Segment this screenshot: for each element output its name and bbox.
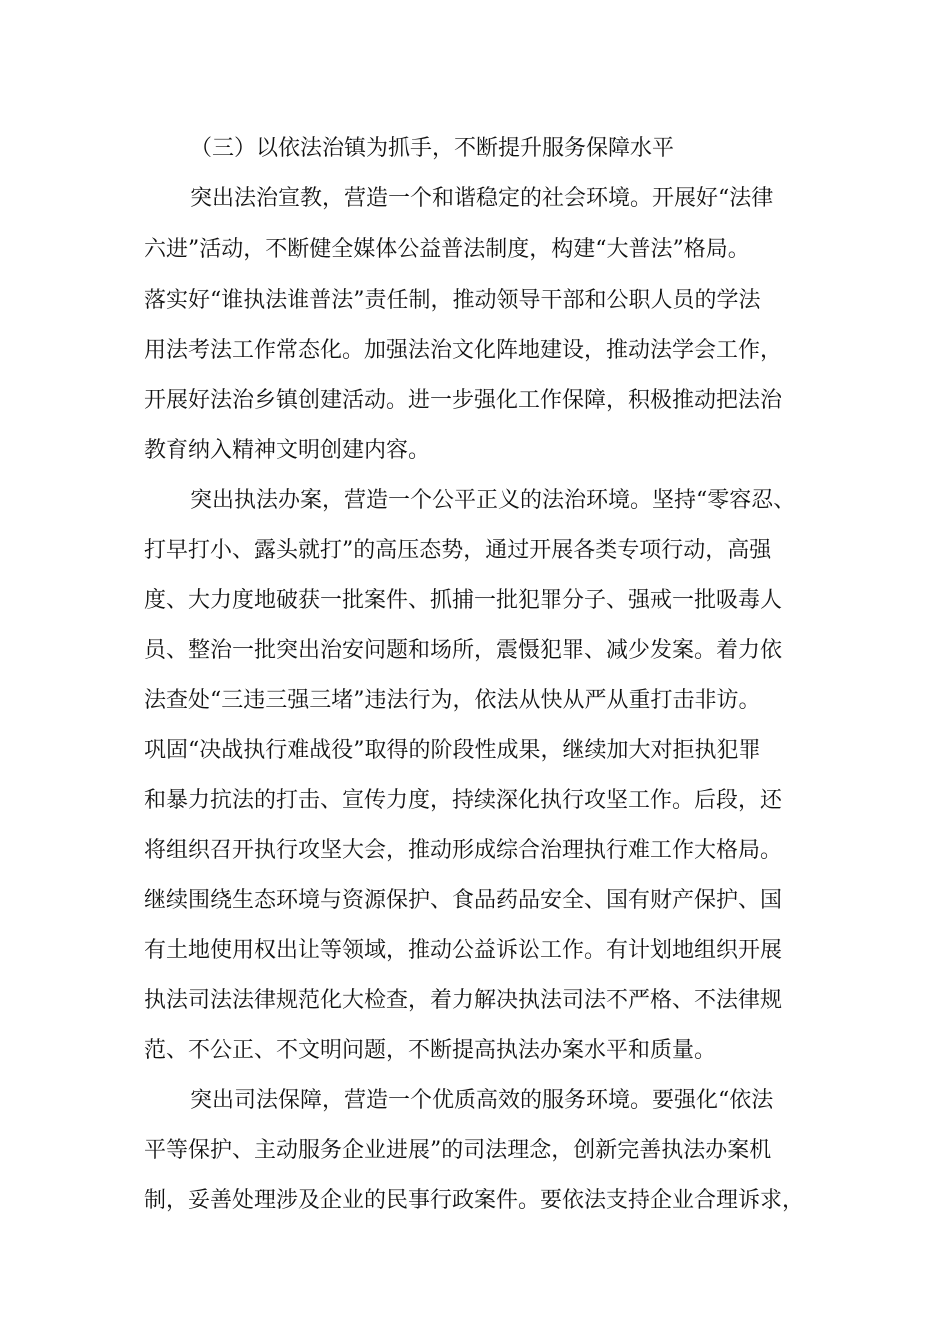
text-line: 范、不公正、不文明问题，不断提高执法办案水平和质量。: [144, 1038, 717, 1063]
text-line: 度、大力度地破获一批案件、抓捕一批犯罪分子、强戒一批吸毒人: [144, 588, 783, 613]
text-line: 打早打小、露头就打”的高压态势，通过开展各类专项行动，高强: [144, 538, 772, 563]
text-line: 有土地使用权出让等领域，推动公益诉讼工作。有计划地组织开展: [144, 938, 783, 963]
section-heading: （三）以依法治镇为抓手，不断提升服务保障水平: [190, 136, 675, 161]
text-line: 教育纳入精神文明创建内容。: [144, 438, 431, 463]
text-line: 执法司法法律规范化大检查，着力解决执法司法不严格、不法律规: [144, 988, 783, 1013]
text-line: 平等保护、主动服务企业进展”的司法理念，创新完善执法办案机: [144, 1138, 772, 1163]
text-line: 继续围绕生态环境与资源保护、食品药品安全、国有财产保护、国: [144, 888, 783, 913]
text-line: 突出司法保障，营造一个优质高效的服务环境。要强化“依法: [190, 1088, 774, 1113]
text-line: 落实好“谁执法谁普法”责任制，推动领导干部和公职人员的学法: [144, 288, 761, 313]
text-line: 法查处“三违三强三堵”违法行为，依法从快从严从重打击非访。: [144, 688, 761, 713]
text-line: 突出执法办案，营造一个公平正义的法治环境。坚持“零容忍、: [190, 488, 796, 513]
text-line: 巩固“决战执行难战役”取得的阶段性成果，继续加大对拒执犯罪: [144, 738, 761, 763]
text-line: 和暴力抗法的打击、宣传力度，持续深化执行攻坚工作。后段，还: [144, 788, 783, 813]
text-line: 将组织召开执行攻坚大会，推动形成综合治理执行难工作大格局。: [144, 838, 783, 863]
text-line: 制，妥善处理涉及企业的民事行政案件。要依法支持企业合理诉求，: [144, 1188, 805, 1213]
text-line: 开展好法治乡镇创建活动。进一步强化工作保障，积极推动把法治: [144, 388, 783, 413]
text-line: 六进”活动，不断健全媒体公益普法制度，构建“大普法”格局。: [144, 237, 750, 262]
text-line: 用法考法工作常态化。加强法治文化阵地建设，推动法学会工作，: [144, 338, 783, 363]
text-line: 突出法治宣教，营造一个和谐稳定的社会环境。开展好“法律: [190, 186, 774, 211]
text-line: 员、整治一批突出治安问题和场所，震慑犯罪、减少发案。着力依: [144, 638, 783, 663]
